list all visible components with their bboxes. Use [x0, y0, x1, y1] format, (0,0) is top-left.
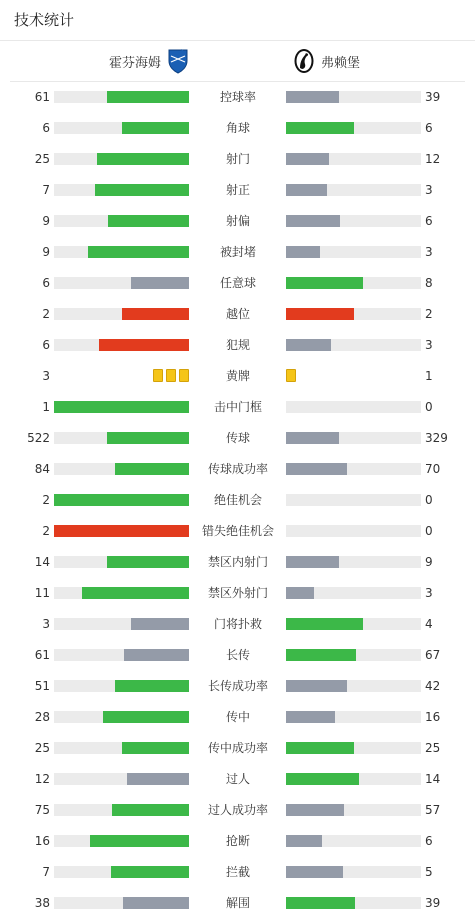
home-value: 84: [34, 462, 50, 476]
stat-row: [0, 671, 475, 702]
home-bar-track: [54, 308, 189, 320]
away-value: 42: [425, 679, 441, 693]
home-value: 522: [27, 431, 50, 445]
home-yellow-cards: [153, 369, 189, 383]
away-bar-fill: [286, 122, 354, 134]
away-bar-track: [286, 122, 421, 134]
stat-row: [0, 578, 475, 609]
away-value: 25: [425, 741, 441, 755]
stat-row: [0, 764, 475, 795]
away-value: 3: [425, 338, 433, 352]
away-value: 14: [425, 772, 441, 786]
away-bar-track: [286, 866, 421, 878]
home-value: 12: [34, 772, 50, 786]
home-value: 3: [42, 369, 50, 383]
away-bar-fill: [286, 835, 322, 847]
away-value: 16: [425, 710, 441, 724]
home-bar-fill: [88, 246, 189, 258]
away-bar-track: [286, 680, 421, 692]
away-bar-track: [286, 897, 421, 909]
home-bar-track: [54, 277, 189, 289]
home-bar-track: [54, 91, 189, 103]
stat-label: 长传成功率: [207, 679, 268, 693]
away-bar-track: [286, 401, 421, 413]
yellow-card-icon: [179, 369, 189, 382]
home-value: 6: [42, 276, 50, 290]
home-bar-fill: [115, 463, 189, 475]
away-bar-fill: [286, 246, 320, 258]
freiburg-crest-icon: [293, 48, 315, 74]
away-value: 5: [425, 865, 433, 879]
away-bar-track: [286, 339, 421, 351]
home-bar-track: [54, 184, 189, 196]
away-value: 6: [425, 834, 433, 848]
away-bar-track: [286, 835, 421, 847]
home-bar-fill: [103, 711, 189, 723]
away-value: 70: [425, 462, 441, 476]
stat-label: 拦截: [225, 865, 250, 879]
home-bar-track: [54, 804, 189, 816]
stat-row: [0, 175, 475, 206]
away-bar-track: [286, 494, 421, 506]
away-bar-track: [286, 711, 421, 723]
home-team-name: 霍芬海姆: [108, 55, 161, 71]
away-bar-track: [286, 463, 421, 475]
stat-label: 长传: [225, 648, 250, 662]
stat-label: 越位: [225, 307, 250, 321]
home-value: 25: [34, 152, 50, 166]
away-bar-track: [286, 773, 421, 785]
away-value: 0: [425, 493, 433, 507]
away-bar-track: [286, 153, 421, 165]
home-value: 9: [42, 245, 50, 259]
home-value: 2: [42, 307, 50, 321]
home-bar-track: [54, 525, 189, 537]
away-value: 67: [425, 648, 441, 662]
away-bar-fill: [286, 308, 354, 320]
away-value: 2: [425, 307, 433, 321]
away-bar-track: [286, 556, 421, 568]
home-bar-track: [54, 494, 189, 506]
stat-label: 绝佳机会: [213, 493, 262, 507]
home-bar-track: [54, 711, 189, 723]
stat-label: 击中门框: [213, 400, 262, 414]
stat-row: [0, 702, 475, 733]
home-value: 51: [34, 679, 50, 693]
home-value: 61: [34, 90, 50, 104]
stat-label: 传中成功率: [207, 741, 268, 755]
home-bar-track: [54, 649, 189, 661]
home-value: 16: [34, 834, 50, 848]
stat-label: 控球率: [219, 90, 256, 104]
home-bar-fill: [95, 184, 190, 196]
away-value: 3: [425, 245, 433, 259]
away-bar-track: [286, 246, 421, 258]
team-header: [0, 41, 475, 81]
home-bar-track: [54, 680, 189, 692]
away-bar-fill: [286, 866, 343, 878]
home-bar-track: [54, 835, 189, 847]
home-bar-track: [54, 742, 189, 754]
away-bar-track: [286, 432, 421, 444]
away-bar-track: [286, 587, 421, 599]
away-value: 1: [425, 369, 433, 383]
home-bar-fill: [122, 742, 190, 754]
away-bar-track: [286, 742, 421, 754]
stat-label: 犯规: [225, 338, 250, 352]
away-value: 329: [425, 431, 448, 445]
page-title: 技术统计: [14, 11, 75, 29]
away-bar-fill: [286, 184, 327, 196]
home-bar-fill: [107, 556, 189, 568]
stat-label: 射正: [225, 183, 250, 197]
stat-row: [0, 516, 475, 547]
stat-row: [0, 144, 475, 175]
stat-row: [0, 268, 475, 299]
away-yellow-cards: [286, 369, 296, 383]
away-bar-fill: [286, 742, 354, 754]
stat-row: [0, 206, 475, 237]
stat-row: [0, 82, 475, 113]
home-value: 2: [42, 524, 50, 538]
away-bar-fill: [286, 463, 347, 475]
away-value: 3: [425, 183, 433, 197]
home-bar-fill: [54, 401, 189, 413]
stat-row: [0, 795, 475, 826]
stat-label: 解围: [225, 896, 250, 910]
stat-label: 传球成功率: [207, 462, 268, 476]
stat-label: 黄牌: [225, 369, 250, 383]
away-bar-fill: [286, 277, 363, 289]
away-value: 57: [425, 803, 441, 817]
stat-label: 禁区内射门: [207, 555, 268, 569]
yellow-card-icon: [166, 369, 176, 382]
stat-label: 传球: [225, 431, 250, 445]
home-value: 2: [42, 493, 50, 507]
home-bar-fill: [122, 308, 190, 320]
stat-label: 过人成功率: [207, 803, 268, 817]
home-bar-fill: [107, 432, 189, 444]
away-value: 0: [425, 524, 433, 538]
away-bar-track: [286, 91, 421, 103]
stat-row: [0, 640, 475, 671]
stat-label: 错失绝佳机会: [201, 524, 274, 538]
stat-row: [0, 454, 475, 485]
home-value: 6: [42, 338, 50, 352]
stat-row: [0, 392, 475, 423]
away-bar-track: [286, 525, 421, 537]
home-bar-track: [54, 897, 189, 909]
stat-label: 射门: [225, 152, 250, 166]
away-value: 3: [425, 586, 433, 600]
stat-row: [0, 888, 475, 919]
home-bar-track: [54, 463, 189, 475]
away-value: 6: [425, 121, 433, 135]
stat-label: 过人: [225, 772, 250, 786]
away-bar-track: [286, 649, 421, 661]
stat-row: [0, 361, 475, 392]
away-bar-fill: [286, 153, 329, 165]
away-value: 39: [425, 90, 441, 104]
stat-row: [0, 299, 475, 330]
stat-label: 传中: [225, 710, 250, 724]
home-team[interactable]: [109, 41, 189, 81]
stat-label: 禁区外射门: [207, 586, 268, 600]
stat-row: [0, 547, 475, 578]
home-bar-fill: [97, 153, 189, 165]
stat-label: 角球: [225, 121, 250, 135]
away-bar-fill: [286, 680, 347, 692]
away-bar-fill: [286, 91, 339, 103]
away-value: 9: [425, 555, 433, 569]
away-bar-fill: [286, 587, 314, 599]
home-value: 28: [34, 710, 50, 724]
home-value: 25: [34, 741, 50, 755]
home-bar-fill: [54, 525, 189, 537]
home-bar-fill: [124, 649, 189, 661]
home-bar-track: [54, 339, 189, 351]
away-bar-fill: [286, 773, 359, 785]
away-value: 12: [425, 152, 441, 166]
away-bar-fill: [286, 339, 331, 351]
away-bar-track: [286, 184, 421, 196]
away-value: 0: [425, 400, 433, 414]
away-bar-fill: [286, 711, 335, 723]
home-value: 7: [42, 183, 50, 197]
stat-row: [0, 733, 475, 764]
home-value: 11: [34, 586, 50, 600]
away-bar-track: [286, 277, 421, 289]
home-value: 75: [34, 803, 50, 817]
away-bar-track: [286, 804, 421, 816]
home-bar-fill: [111, 866, 189, 878]
home-bar-fill: [127, 773, 189, 785]
home-bar-fill: [115, 680, 189, 692]
home-bar-fill: [131, 618, 189, 630]
stat-label: 任意球: [219, 276, 256, 290]
away-bar-fill: [286, 649, 356, 661]
yellow-card-icon: [286, 369, 296, 382]
yellow-card-icon: [153, 369, 163, 382]
away-team[interactable]: [293, 41, 360, 81]
stat-row: [0, 423, 475, 454]
stat-row: [0, 826, 475, 857]
away-bar-fill: [286, 897, 355, 909]
home-bar-track: [54, 246, 189, 258]
home-bar-track: [54, 153, 189, 165]
stat-row: [0, 113, 475, 144]
away-value: 8: [425, 276, 433, 290]
away-bar-track: [286, 618, 421, 630]
home-bar-fill: [82, 587, 189, 599]
home-bar-fill: [99, 339, 189, 351]
home-bar-fill: [122, 122, 190, 134]
stat-row: [0, 857, 475, 888]
home-bar-track: [54, 587, 189, 599]
away-bar-fill: [286, 215, 340, 227]
stat-row: [0, 609, 475, 640]
home-bar-track: [54, 401, 189, 413]
away-value: 39: [425, 896, 441, 910]
home-bar-fill: [90, 835, 189, 847]
home-bar-track: [54, 618, 189, 630]
away-team-name: 弗赖堡: [321, 55, 361, 71]
stat-row: [0, 330, 475, 361]
away-bar-track: [286, 215, 421, 227]
home-bar-track: [54, 556, 189, 568]
stat-label: 被封堵: [219, 245, 256, 259]
home-bar-fill: [54, 494, 189, 506]
stat-row: [0, 237, 475, 268]
home-bar-track: [54, 122, 189, 134]
home-value: 7: [42, 865, 50, 879]
home-value: 14: [34, 555, 50, 569]
home-bar-track: [54, 432, 189, 444]
home-value: 38: [34, 896, 50, 910]
away-bar-fill: [286, 432, 339, 444]
away-bar-fill: [286, 556, 339, 568]
stat-label: 射偏: [225, 214, 250, 228]
home-bar-fill: [108, 215, 189, 227]
away-bar-fill: [286, 804, 344, 816]
home-value: 9: [42, 214, 50, 228]
stat-row: [0, 485, 475, 516]
home-value: 3: [42, 617, 50, 631]
home-bar-track: [54, 215, 189, 227]
home-bar-track: [54, 866, 189, 878]
home-value: 6: [42, 121, 50, 135]
away-bar-fill: [286, 618, 363, 630]
stat-label: 抢断: [225, 834, 250, 848]
home-bar-fill: [123, 897, 189, 909]
home-value: 61: [34, 648, 50, 662]
away-value: 6: [425, 214, 433, 228]
home-bar-fill: [107, 91, 189, 103]
away-value: 4: [425, 617, 433, 631]
hoffenheim-crest-icon: [167, 48, 189, 74]
stats-list: [0, 82, 475, 919]
home-bar-fill: [112, 804, 189, 816]
stat-label: 门将扑救: [213, 617, 262, 631]
home-bar-track: [54, 773, 189, 785]
away-bar-track: [286, 308, 421, 320]
home-bar-fill: [131, 277, 189, 289]
home-value: 1: [42, 400, 50, 414]
